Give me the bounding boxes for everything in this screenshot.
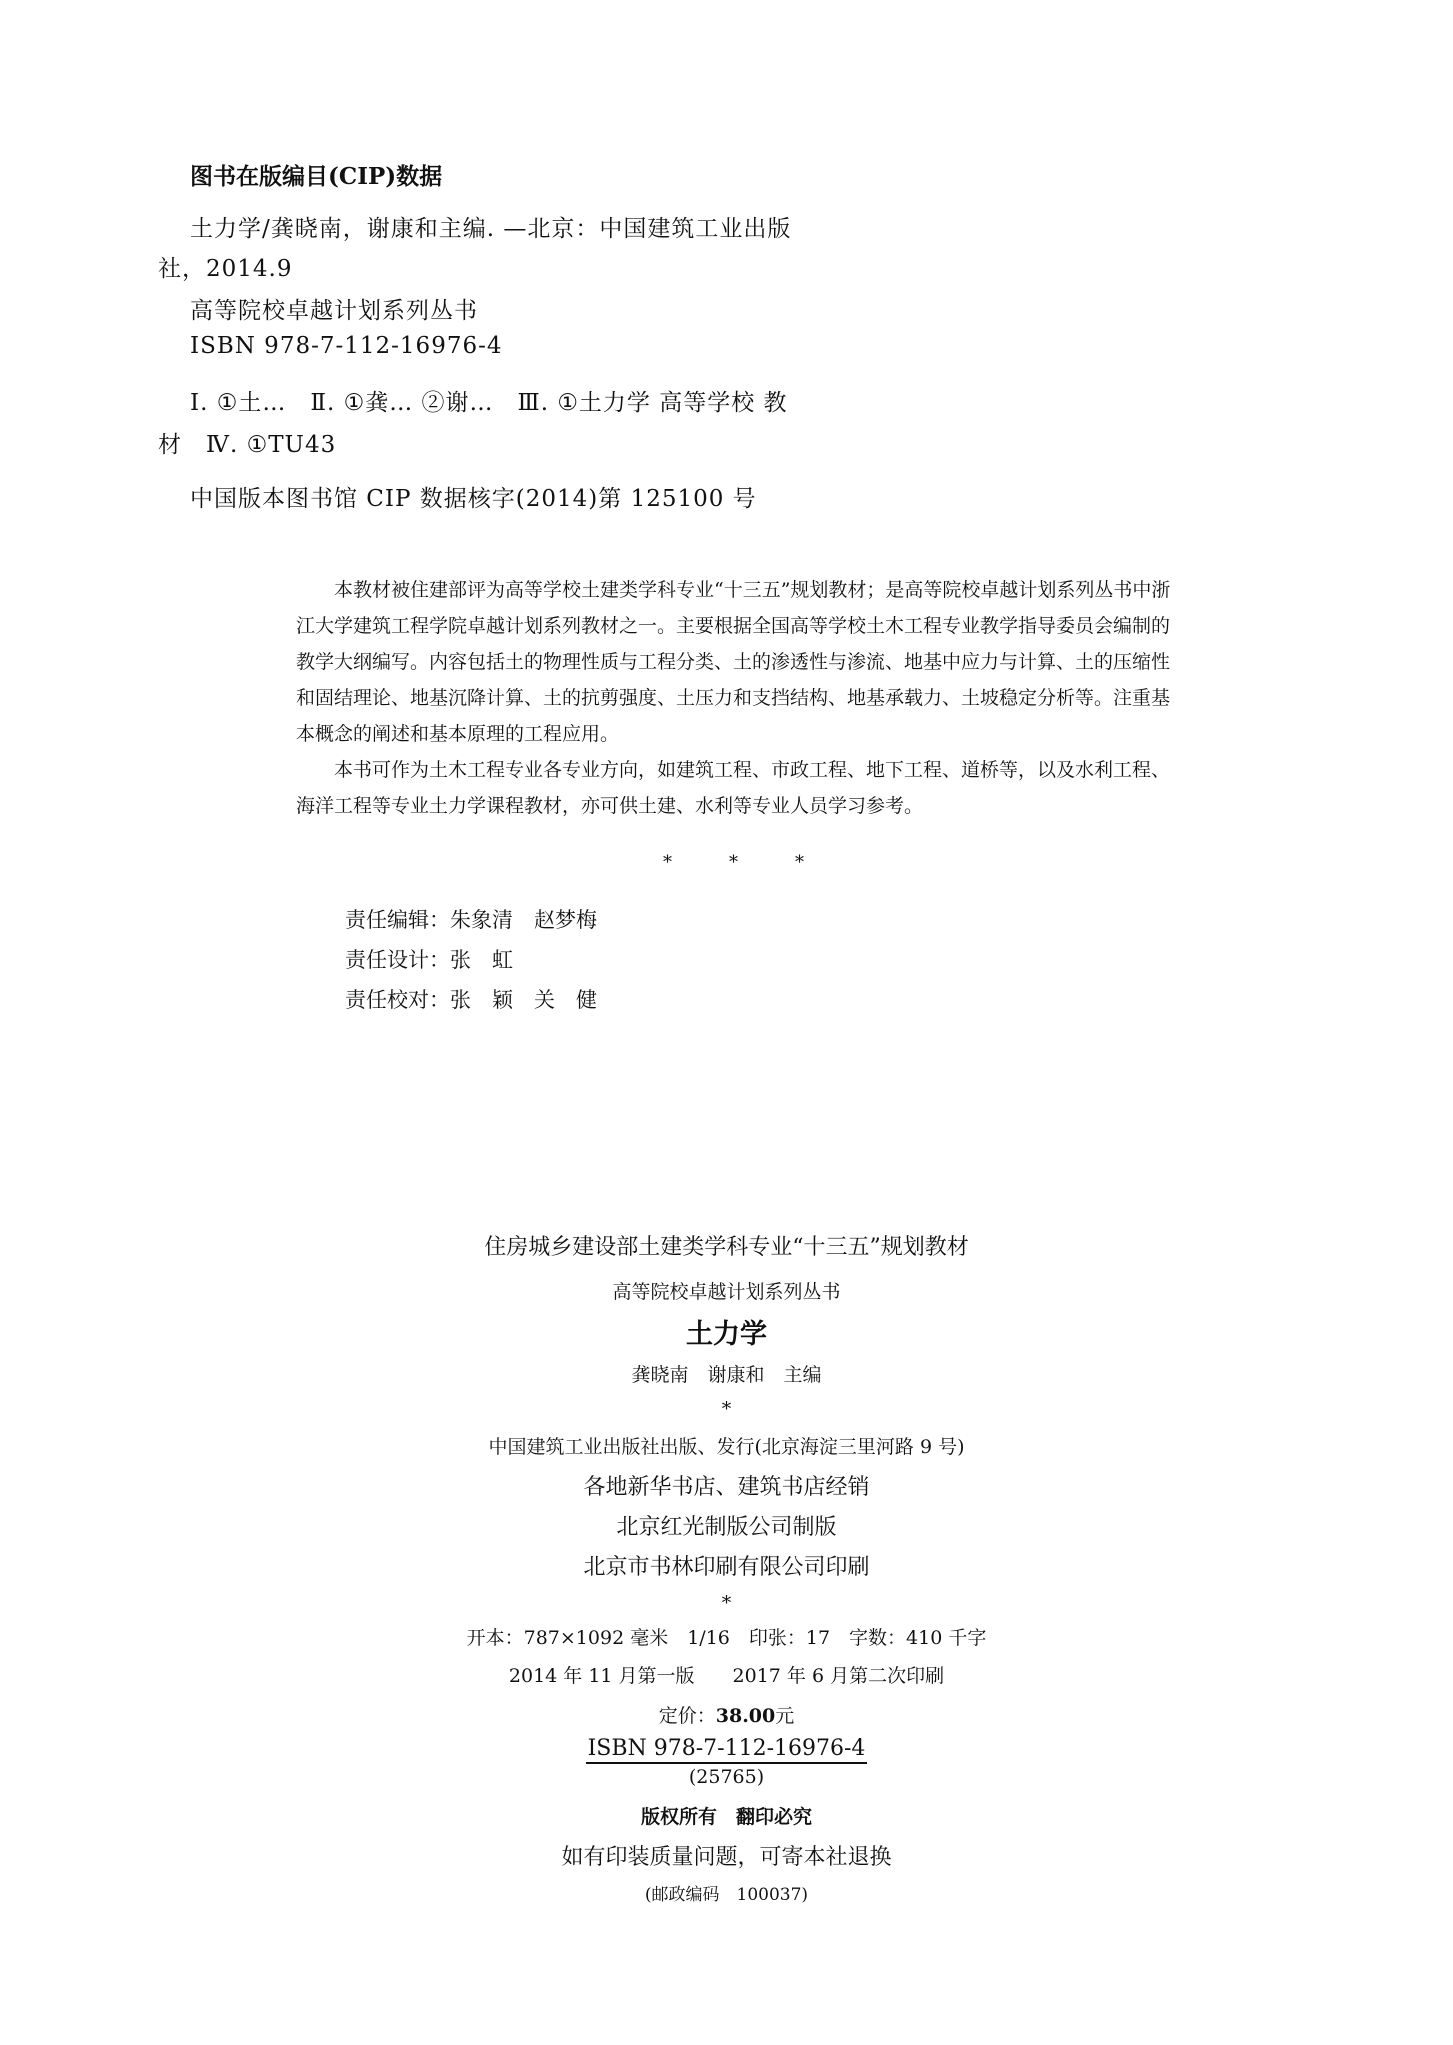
credit-names: 朱象清 赵梦梅 bbox=[450, 908, 597, 932]
cip-line-classification-cont: 材 Ⅳ. ①TU43 bbox=[158, 432, 337, 458]
credit-label: 责任校对： bbox=[345, 988, 450, 1012]
credit-names: 张 颖 关 健 bbox=[450, 988, 597, 1012]
cip-line-title-cont: 社，2014.9 bbox=[158, 256, 293, 282]
rights-notice: 版权所有 翻印必究 bbox=[640, 1806, 812, 1828]
plate-maker: 北京红光制版公司制版 bbox=[616, 1515, 837, 1540]
separator-stars bbox=[663, 852, 861, 873]
isbn-block bbox=[0, 1736, 1453, 1764]
price-unit: 元 bbox=[775, 1705, 795, 1727]
cip-line-series: 高等院校卓越计划系列丛书 bbox=[190, 298, 478, 324]
series-plan: 住房城乡建设部土建类学科专业“十三五”规划教材 bbox=[484, 1235, 969, 1260]
credit-designer bbox=[345, 944, 513, 974]
separator-star: * bbox=[721, 1398, 732, 1420]
separator-star: * bbox=[795, 852, 804, 873]
credit-label: 责任设计： bbox=[345, 948, 450, 972]
price-label: 定价： bbox=[658, 1705, 716, 1727]
credit-proofreader bbox=[345, 984, 597, 1014]
edition-info: 2014 年 11 月第一版 2017 年 6 月第二次印刷 bbox=[508, 1665, 945, 1687]
book-summary bbox=[296, 572, 1176, 824]
cip-line-catalog-number: 中国版本图书馆 CIP 数据核字(2014)第 125100 号 bbox=[190, 486, 757, 512]
printer: 北京市书林印刷有限公司印刷 bbox=[583, 1555, 870, 1580]
summary-paragraph: 本教材被住建部评为高等学校土建类学科专业“十三五”规划教材；是高等院校卓越计划系列丛书中浙江大学建筑工程学院卓越计划系列教材之一。主要根据全国高等学校土木工程专业教学指导委员会编制的教学大纲编写。内容包括土的物理性质与工程分类、土的渗透性与渗流、地基中应力与计算、土的压缩性和固结理论、地基沉降计算、土的抗剪强度、土压力和支挡结构、地基承载力、土坡稳定分析等。注重基本概念的阐述和基本原理的工程应用。 bbox=[296, 579, 1171, 745]
price bbox=[0, 1701, 1453, 1728]
returns-notice: 如有印装质量问题，可寄本社退换 bbox=[561, 1845, 892, 1870]
cip-line-isbn: ISBN 978-7-112-16976-4 bbox=[190, 333, 503, 359]
cip-line-title: 土力学/龚晓南，谢康和主编. —北京：中国建筑工业出版 bbox=[190, 216, 792, 242]
cip-heading: 图书在版编目(CIP)数据 bbox=[190, 163, 443, 190]
book-code: (25765) bbox=[688, 1766, 765, 1788]
separator-star: * bbox=[729, 852, 738, 873]
cip-line-classification: Ⅰ. ①土… Ⅱ. ①龚… ②谢… Ⅲ. ①土力学 高等学校 教 bbox=[190, 390, 788, 416]
book-specs: 开本：787×1092 毫米 1/16 印张：17 字数：410 千字 bbox=[466, 1627, 987, 1649]
book-title: 土力学 bbox=[686, 1319, 767, 1350]
credit-names: 张 虹 bbox=[450, 948, 513, 972]
credit-editor bbox=[345, 904, 597, 934]
separator-star: * bbox=[721, 1592, 732, 1614]
summary-paragraph: 本书可作为土木工程专业各专业方向，如建筑工程、市政工程、地下工程、道桥等，以及水利工程、海洋工程等专业土力学课程教材，亦可供土建、水利等专业人员学习参考。 bbox=[296, 759, 1171, 817]
series-name: 高等院校卓越计划系列丛书 bbox=[612, 1281, 841, 1303]
editors: 龚晓南 谢康和 主编 bbox=[631, 1364, 822, 1386]
separator-star: * bbox=[663, 852, 672, 873]
isbn: ISBN 978-7-112-16976-4 bbox=[586, 1736, 868, 1764]
credit-label: 责任编辑： bbox=[345, 908, 450, 932]
publisher: 中国建筑工业出版社出版、发行(北京海淀三里河路 9 号) bbox=[488, 1436, 965, 1458]
distributor: 各地新华书店、建筑书店经销 bbox=[583, 1475, 870, 1500]
postal-code: (邮政编码 100037) bbox=[644, 1885, 809, 1905]
price-value: 38.00 bbox=[715, 1705, 776, 1727]
